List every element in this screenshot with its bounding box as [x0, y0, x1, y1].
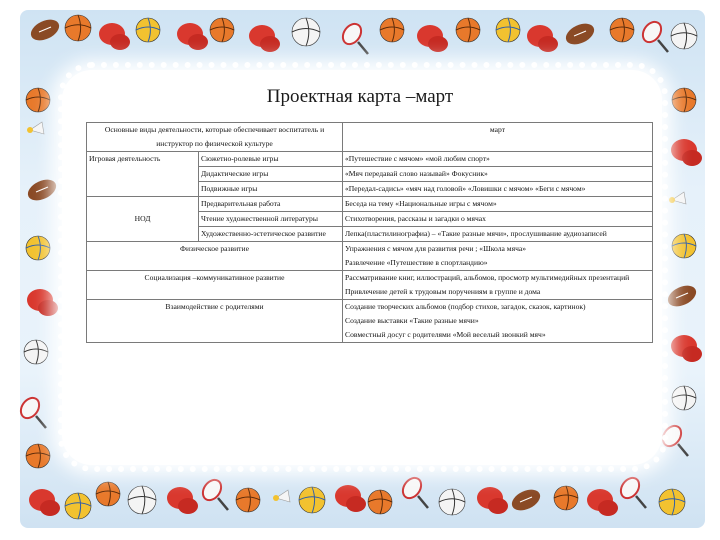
table-row [87, 197, 653, 212]
tennis-racket-icon [17, 394, 46, 428]
football-icon [563, 20, 598, 49]
boxing-glove-icon [177, 23, 208, 50]
soccer-ball-icon [439, 489, 465, 515]
social-line-2: Привлечение детей к трудовым поручениям в группе и дома [345, 287, 541, 296]
cell-reading-content: Стихотворения, рассказы и загадки о мячах [343, 212, 653, 227]
cell-art-content: Лепка(пластилинографиа) – «Такие разные мячи», прослушивание аудиозаписей [343, 227, 653, 242]
physical-line-2: Развлечение «Путешествие в спортландию» [345, 258, 488, 267]
parents-line-3: Совместный досуг с родителями «Мой веселый звонкий мяч» [345, 330, 546, 339]
football-icon [509, 486, 544, 515]
volleyball-icon [659, 489, 685, 515]
cell-reading: Чтение художественной литературы [199, 212, 343, 227]
cell-social-content [343, 271, 653, 300]
volleyball-icon [496, 18, 520, 42]
cell-didactic-content: «Мяч передавай слово называй» Фокусник» [343, 167, 653, 182]
basketball-icon [554, 486, 578, 510]
boxing-glove-icon [27, 289, 58, 316]
cell-prep: Предварительная работа [199, 197, 343, 212]
football-icon [28, 16, 63, 45]
boxing-glove-icon [249, 25, 280, 52]
social-line-1: Рассматривание книг, иллюстраций, альбомов, просмотр мультимедийных презентаций [345, 273, 630, 282]
basketball-icon [380, 18, 404, 42]
boxing-glove-icon [99, 23, 130, 50]
volleyball-icon [672, 234, 696, 258]
parents-line-2: Создание выставки «Такие разные мячи» [345, 316, 479, 325]
basketball-icon [26, 444, 50, 468]
tennis-racket-icon [199, 476, 228, 510]
basketball-icon [368, 490, 392, 514]
football-icon [25, 176, 60, 205]
soccer-ball-icon [292, 18, 320, 46]
volleyball-icon [65, 493, 91, 519]
cell-art: Художественно-эстетическое развитие [199, 227, 343, 242]
boxing-glove-icon [527, 25, 558, 52]
boxing-glove-icon [671, 139, 702, 166]
cell-role-play-content: «Путешествие с мячом» «мой любим спорт» [343, 152, 653, 167]
tennis-racket-icon [399, 474, 428, 508]
shuttlecock-icon [27, 122, 44, 134]
table-header-row [87, 123, 653, 152]
table-row [87, 242, 653, 271]
shuttlecock-icon [273, 490, 290, 502]
volleyball-icon [299, 487, 325, 513]
soccer-ball-icon [671, 23, 697, 49]
project-table [86, 122, 653, 343]
row-label-game: Игровая деятельность [87, 152, 199, 197]
basketball-icon [210, 18, 234, 42]
soccer-ball-icon [24, 340, 48, 364]
tennis-racket-icon [617, 474, 646, 508]
row-label-social: Социализация –коммуникативное развитие [87, 271, 343, 300]
boxing-glove-icon [477, 487, 508, 514]
basketball-icon [236, 488, 260, 512]
header-activities: Основные виды деятельности, которые обеспечивает воспитатель и инструктор по физической культуре [87, 123, 343, 152]
basketball-icon [610, 18, 634, 42]
volleyball-icon [136, 18, 160, 42]
tennis-racket-icon [639, 18, 668, 52]
basketball-icon [96, 482, 120, 506]
row-label-parents: Взаимодействие с родителями [87, 300, 343, 343]
boxing-glove-icon [29, 489, 60, 516]
soccer-ball-icon [128, 486, 156, 514]
basketball-icon [65, 15, 91, 41]
soccer-ball-icon [672, 386, 696, 410]
physical-line-1: Упражнения с мячом для развития речи ; «Школа мяча» [345, 244, 527, 253]
boxing-glove-icon [587, 489, 618, 516]
cell-outdoor-content: «Передал-садись» «мяч над головой» «Ловишки с мячом» «Беги с мячом» [343, 182, 653, 197]
boxing-glove-icon [167, 487, 198, 514]
boxing-glove-icon [335, 485, 366, 512]
slide-title: Проектная карта –март [266, 86, 454, 107]
row-label-nod: НОД [87, 197, 199, 242]
boxing-glove-icon [671, 335, 702, 362]
football-icon [665, 282, 700, 311]
volleyball-icon [26, 236, 50, 260]
cell-didactic: Дидактические игры [199, 167, 343, 182]
boxing-glove-icon [417, 25, 448, 52]
cell-physical-content [343, 242, 653, 271]
cell-prep-content: Беседа на тему «Национальные игры с мячом» [343, 197, 653, 212]
cell-outdoor: Подвижные игры [199, 182, 343, 197]
parents-line-1: Создание творческих альбомов (подбор стихов, загадок, сказок, картинок) [345, 302, 586, 311]
header-month: март [343, 123, 653, 152]
table-row [87, 271, 653, 300]
row-label-physical: Физическое развитие [87, 242, 343, 271]
cell-parents-content [343, 300, 653, 343]
shuttlecock-icon [669, 192, 686, 204]
table-row [87, 152, 653, 167]
table-row [87, 300, 653, 343]
basketball-icon [456, 18, 480, 42]
cell-role-play: Сюжетно-ролевые игры [199, 152, 343, 167]
tennis-racket-icon [339, 20, 368, 54]
